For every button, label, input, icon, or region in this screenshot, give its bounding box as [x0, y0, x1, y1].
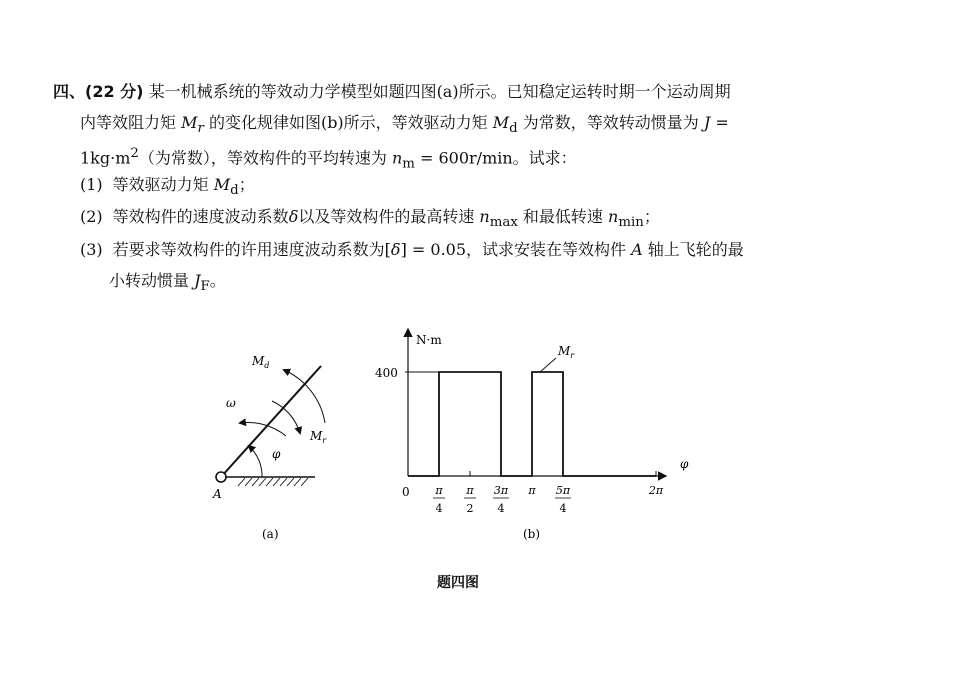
tick-6: 2π — [648, 484, 664, 497]
ground-hatch — [238, 478, 308, 486]
tick-4: π — [528, 484, 536, 497]
mr-curve-label: $M_r$ — [558, 344, 575, 360]
figure-caption: 题四图 — [437, 575, 479, 591]
tick-1-num: π — [435, 484, 443, 497]
x-axis-label: φ — [680, 457, 689, 471]
mr-leader — [540, 358, 556, 372]
mr-curve — [408, 372, 656, 476]
label-a: A — [213, 487, 222, 501]
tick-3-den: 4 — [497, 502, 505, 515]
figure-b — [360, 320, 700, 545]
label-omega: ω — [226, 396, 236, 410]
question-3-cont: 小转动惯量 $J_F$。 — [109, 271, 226, 295]
pivot-a — [216, 472, 226, 482]
tick-2-den: 2 — [466, 502, 474, 515]
problem-header: 四、(22 分) — [53, 82, 144, 101]
label-phi: φ — [272, 447, 281, 461]
y-tick-label-400: 400 — [375, 366, 398, 380]
tick-1-den: 4 — [435, 502, 443, 515]
tick-2-num: π — [466, 484, 474, 497]
origin-label: 0 — [402, 485, 410, 499]
tick-3-num: 3π — [493, 484, 509, 497]
figure-a — [200, 340, 335, 545]
x-tick-labels — [433, 484, 664, 515]
link-bar — [221, 366, 321, 477]
phi-arc — [249, 446, 262, 477]
problem-line-3: $1kg\cdot m^2$（为常数），等效构件的平均转速为 $n_m = 600r/\min$。试求： — [80, 146, 577, 172]
label-md: $M_d$ — [252, 354, 270, 370]
tick-5-num: 5π — [555, 484, 571, 497]
y-axis-label: N·m — [416, 333, 442, 347]
caption-a: (a) — [262, 527, 279, 541]
label-mr: $M_r$ — [310, 429, 327, 445]
problem-line-1: 四、(22 分) 某一机械系统的等效动力学模型如题四图(a)所示。已知稳定运转时期一个运动周期 — [53, 82, 731, 101]
tick-5-den: 4 — [559, 502, 567, 515]
question-1: (1) 等效驱动力矩 $M_d$； — [80, 175, 255, 199]
question-3: (3) 若要求等效构件的许用速度波动系数为[δ] = 0.05，试求安装在等效构件 A 轴上飞轮的最 — [80, 240, 744, 259]
question-2: (2) 等效构件的速度波动系数δ以及等效构件的最高转速 $n_{max}$ 和最低转速 $n_{min}$； — [80, 207, 660, 231]
problem-line-2: 内等效阻力矩 $M_r$ 的变化规律如图(b)所示，等效驱动力矩 $M_d$ 为常数，等效转动惯量为 J = — [80, 113, 729, 137]
caption-b: (b) — [523, 527, 541, 541]
